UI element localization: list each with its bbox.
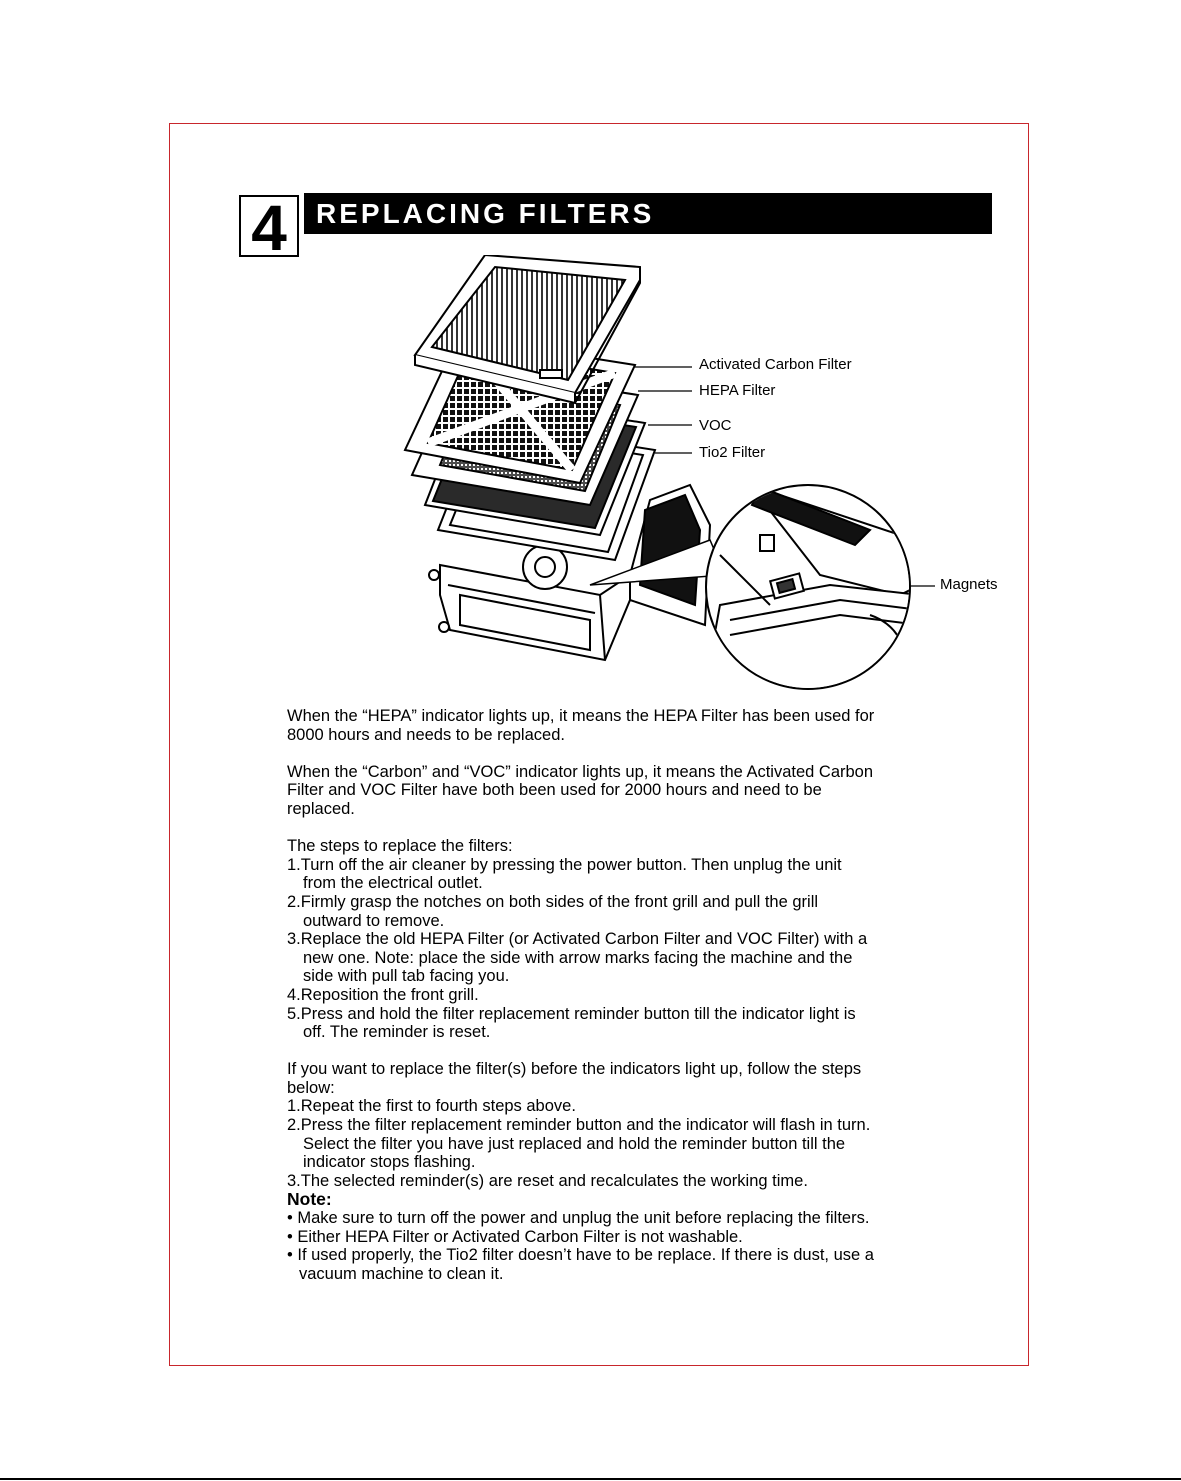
instructions	[287, 707, 977, 1283]
note-item: • Either HEPA Filter or Activated Carbon Filter is not washable.	[287, 1227, 743, 1246]
early-step-2: 2.Press the filter replacement reminder button and the indicator will flash in turn.	[287, 1116, 871, 1135]
note-item-cont: vacuum machine to clean it.	[299, 1264, 504, 1283]
paragraph-carbon-line: Filter and VOC Filter have both been used for 2000 hours and need to be	[287, 781, 822, 800]
steps-intro: The steps to replace the filters:	[287, 837, 513, 856]
bottom-rule	[0, 1478, 1181, 1480]
step-5-cont: off. The reminder is reset.	[303, 1023, 491, 1042]
step-3: 3.Replace the old HEPA Filter (or Activated Carbon Filter and VOC Filter) with a	[287, 930, 868, 949]
step-1: 1.Turn off the air cleaner by pressing the power button. Then unplug the unit	[287, 855, 842, 874]
section-header-bar	[304, 193, 992, 234]
section-number: 4	[239, 195, 299, 257]
paragraph-carbon-line: When the “Carbon” and “VOC” indicator lights up, it means the Activated Carbon	[287, 762, 874, 781]
early-step-1: 1.Repeat the first to fourth steps above.	[287, 1097, 576, 1116]
early-intro: below:	[287, 1078, 335, 1097]
note-heading: Note:	[287, 1189, 332, 1210]
label-tio2-filter: Tio2 Filter	[699, 444, 766, 461]
label-voc: VOC	[699, 417, 732, 434]
section-title: REPLACING FILTERS	[316, 198, 655, 229]
step-3-cont: side with pull tab facing you.	[303, 967, 510, 986]
paragraph-hepa-line: 8000 hours and needs to be replaced.	[287, 725, 565, 744]
early-step-2-cont: Select the filter you have just replaced and hold the reminder button till the	[303, 1134, 846, 1153]
paragraph-carbon-line: replaced.	[287, 799, 355, 818]
label-activated-carbon-filter: Activated Carbon Filter	[699, 356, 852, 373]
note-item: • If used properly, the Tio2 filter doesn’t have to be replace. If there is dust, use a	[287, 1246, 874, 1265]
paragraph-hepa-line: When the “HEPA” indicator lights up, it means the HEPA Filter has been used for	[287, 707, 875, 725]
step-2: 2.Firmly grasp the notches on both sides of the front grill and pull the grill	[287, 892, 819, 911]
note-item: • Make sure to turn off the power and unplug the unit before replacing the filters.	[287, 1209, 870, 1228]
step-5: 5.Press and hold the filter replacement reminder button till the indicator light is	[287, 1004, 856, 1023]
early-intro: If you want to replace the filter(s) before the indicators light up, follow the steps	[287, 1060, 862, 1079]
early-step-3: 3.The selected reminder(s) are reset and recalculates the working time.	[287, 1171, 808, 1190]
step-1-cont: from the electrical outlet.	[303, 874, 483, 893]
label-hepa-filter: HEPA Filter	[699, 382, 776, 399]
step-3-cont: new one. Note: place the side with arrow marks facing the machine and the	[303, 948, 853, 967]
early-step-2-cont: indicator stops flashing.	[303, 1153, 476, 1172]
step-2-cont: outward to remove.	[303, 911, 445, 930]
label-magnets: Magnets	[940, 576, 998, 593]
magnet-detail-zoom	[700, 485, 920, 700]
filter-exploded-diagram	[400, 255, 1020, 700]
step-4: 4.Reposition the front grill.	[287, 985, 479, 1004]
diagram-drawing	[400, 255, 1020, 700]
